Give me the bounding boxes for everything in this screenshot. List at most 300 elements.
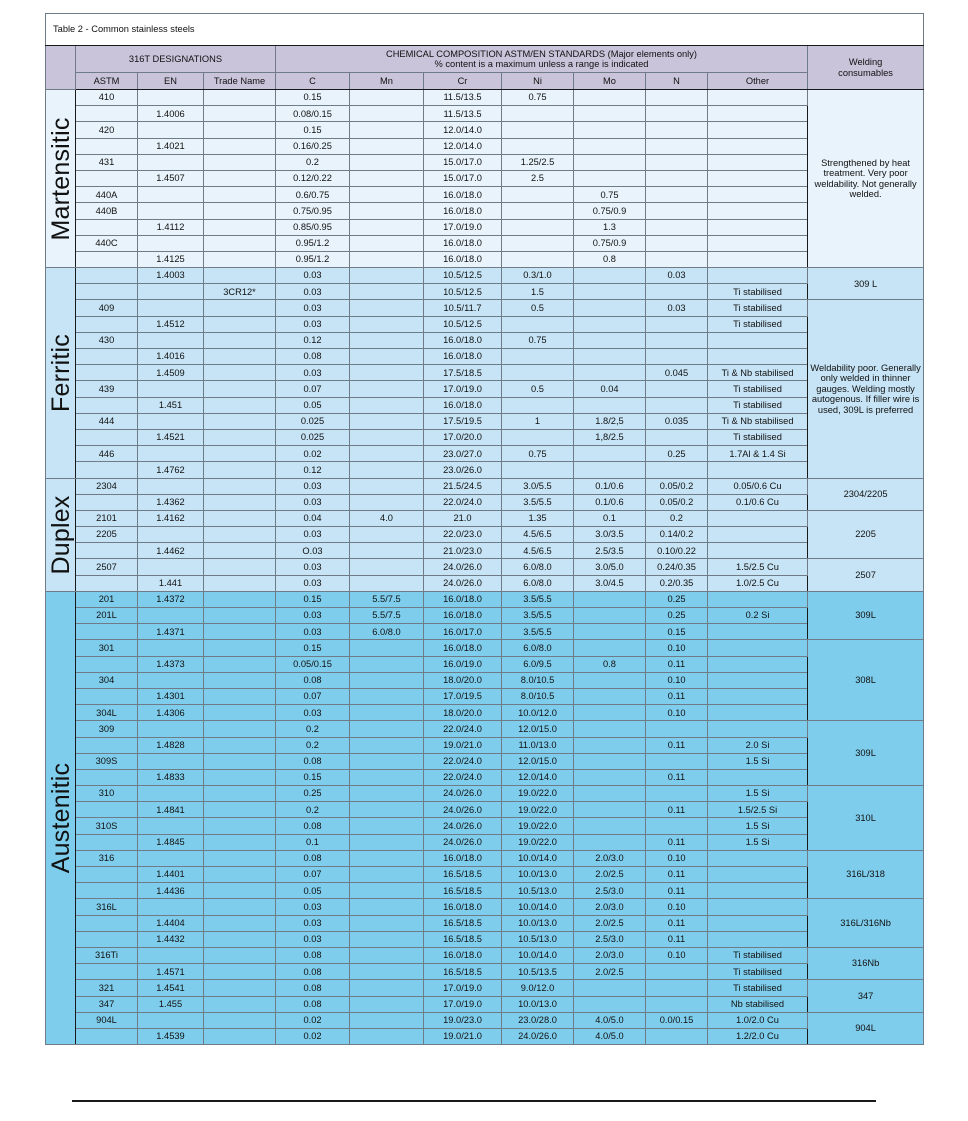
group-label-duplex <box>46 478 76 591</box>
table-row <box>46 170 924 186</box>
cell-en <box>138 786 204 802</box>
cell-n: 0.10/0.22 <box>646 543 708 559</box>
cell-n <box>646 203 708 219</box>
cell-ni <box>502 219 574 235</box>
cell-n: 0.25 <box>646 591 708 607</box>
cell-astm: 439 <box>76 381 138 397</box>
cell-other: 0.05/0.6 Cu <box>708 478 808 494</box>
cell-cr: 19.0/21.0 <box>424 737 502 753</box>
cell-mn <box>350 575 424 591</box>
cell-cr: 22.0/24.0 <box>424 494 502 510</box>
cell-mn <box>350 527 424 543</box>
cell-en <box>138 899 204 915</box>
cell-en: 1.4833 <box>138 769 204 785</box>
cell-astm <box>76 1028 138 1044</box>
header-corner-blank <box>46 46 76 90</box>
cell-en: 1.4571 <box>138 964 204 980</box>
cell-n: 0.11 <box>646 769 708 785</box>
cell-welding-consumable: 316L/316Nb <box>808 899 924 948</box>
cell-other <box>708 624 808 640</box>
cell-c: 0.03 <box>276 365 350 381</box>
cell-en <box>138 640 204 656</box>
cell-trade <box>204 203 276 219</box>
cell-n: 0.25 <box>646 608 708 624</box>
cell-astm <box>76 284 138 300</box>
cell-other <box>708 591 808 607</box>
cell-other: 1.2/2.0 Cu <box>708 1028 808 1044</box>
cell-astm <box>76 219 138 235</box>
cell-cr: 24.0/26.0 <box>424 818 502 834</box>
cell-cr: 10.5/12.5 <box>424 284 502 300</box>
cell-mo <box>574 90 646 106</box>
cell-en <box>138 672 204 688</box>
cell-astm: 316Ti <box>76 947 138 963</box>
cell-astm: 310S <box>76 818 138 834</box>
cell-mo: 2.5/3.0 <box>574 883 646 899</box>
cell-mo: 0.04 <box>574 381 646 397</box>
cell-mo: 4.0/5.0 <box>574 1028 646 1044</box>
cell-cr: 19.0/23.0 <box>424 1012 502 1028</box>
cell-c: O.03 <box>276 543 350 559</box>
cell-other <box>708 527 808 543</box>
cell-trade <box>204 737 276 753</box>
cell-cr: 16.0/18.0 <box>424 251 502 267</box>
table-row <box>46 850 924 866</box>
cell-trade <box>204 818 276 834</box>
cell-en: 1.441 <box>138 575 204 591</box>
cell-ni: 9.0/12.0 <box>502 980 574 996</box>
cell-trade <box>204 721 276 737</box>
cell-other <box>708 672 808 688</box>
cell-n: 0.10 <box>646 672 708 688</box>
cell-mn <box>350 802 424 818</box>
cell-mo: 0.75/0.9 <box>574 235 646 251</box>
cell-en: 1.4125 <box>138 251 204 267</box>
cell-other: Ti stabilised <box>708 300 808 316</box>
cell-astm: 409 <box>76 300 138 316</box>
cell-other: 1.5/2.5 Si <box>708 802 808 818</box>
cell-cr: 16.0/18.0 <box>424 640 502 656</box>
cell-other <box>708 915 808 931</box>
header-col-ni: Ni <box>502 73 574 90</box>
table-row <box>46 867 924 883</box>
cell-trade <box>204 332 276 348</box>
cell-mo: 0.75 <box>574 187 646 203</box>
cell-ni: 12.0/15.0 <box>502 753 574 769</box>
cell-trade <box>204 964 276 980</box>
cell-cr: 11.5/13.5 <box>424 90 502 106</box>
cell-en <box>138 1012 204 1028</box>
cell-cr: 24.0/26.0 <box>424 802 502 818</box>
table-row <box>46 349 924 365</box>
cell-n: 0.11 <box>646 867 708 883</box>
group-label-text: Austenitic <box>46 762 75 874</box>
cell-mo: 2.0/3.0 <box>574 899 646 915</box>
cell-cr: 16.5/18.5 <box>424 964 502 980</box>
cell-en <box>138 818 204 834</box>
cell-other <box>708 656 808 672</box>
cell-cr: 10.5/12.5 <box>424 268 502 284</box>
cell-trade <box>204 575 276 591</box>
cell-welding-consumable: 2205 <box>808 510 924 559</box>
cell-other <box>708 251 808 267</box>
cell-astm <box>76 834 138 850</box>
cell-welding-consumable: 316L/318 <box>808 850 924 899</box>
cell-n <box>646 753 708 769</box>
table-row <box>46 575 924 591</box>
cell-other: 1.5 Si <box>708 818 808 834</box>
cell-mn <box>350 543 424 559</box>
table-row <box>46 478 924 494</box>
cell-mo: 2.0/3.0 <box>574 947 646 963</box>
cell-mn <box>350 251 424 267</box>
cell-cr: 19.0/21.0 <box>424 1028 502 1044</box>
cell-c: 0.07 <box>276 867 350 883</box>
cell-n <box>646 90 708 106</box>
cell-other <box>708 705 808 721</box>
cell-astm <box>76 656 138 672</box>
group-label-text: Duplex <box>46 495 75 575</box>
cell-cr: 23.0/26.0 <box>424 462 502 478</box>
cell-mo <box>574 332 646 348</box>
table-row <box>46 235 924 251</box>
cell-mn <box>350 365 424 381</box>
cell-cr: 24.0/26.0 <box>424 834 502 850</box>
cell-astm <box>76 170 138 186</box>
cell-c: 0.16/0.25 <box>276 138 350 154</box>
cell-welding-consumable: 316Nb <box>808 947 924 979</box>
cell-ni: 10.0/12.0 <box>502 705 574 721</box>
header-welding-consumables <box>808 46 924 90</box>
table-row <box>46 883 924 899</box>
cell-c: 0.03 <box>276 478 350 494</box>
cell-c: 0.12 <box>276 332 350 348</box>
cell-other <box>708 688 808 704</box>
table-title-row <box>46 14 924 46</box>
table-row <box>46 300 924 316</box>
header-col-mn: Mn <box>350 73 424 90</box>
cell-cr: 16.5/18.5 <box>424 883 502 899</box>
cell-n <box>646 187 708 203</box>
cell-astm <box>76 494 138 510</box>
table-row <box>46 219 924 235</box>
table-row <box>46 915 924 931</box>
cell-en: 1.4016 <box>138 349 204 365</box>
cell-mo <box>574 721 646 737</box>
cell-c: 0.08 <box>276 753 350 769</box>
cell-other: Ti stabilised <box>708 980 808 996</box>
cell-astm: 310 <box>76 786 138 802</box>
cell-other <box>708 203 808 219</box>
cell-en: 1.4462 <box>138 543 204 559</box>
cell-mn <box>350 559 424 575</box>
cell-other <box>708 931 808 947</box>
cell-astm: 440C <box>76 235 138 251</box>
cell-astm: 431 <box>76 154 138 170</box>
cell-c: 0.025 <box>276 429 350 445</box>
cell-en: 1.4404 <box>138 915 204 931</box>
cell-trade <box>204 106 276 122</box>
cell-other <box>708 510 808 526</box>
cell-trade <box>204 494 276 510</box>
cell-astm: 316L <box>76 899 138 915</box>
table-row <box>46 980 924 996</box>
cell-c: 0.95/1.2 <box>276 251 350 267</box>
table-row <box>46 122 924 138</box>
cell-n <box>646 1028 708 1044</box>
cell-mo <box>574 705 646 721</box>
cell-ni <box>502 397 574 413</box>
cell-c: 0.02 <box>276 1028 350 1044</box>
cell-ni: 3.5/5.5 <box>502 494 574 510</box>
cell-n: 0.11 <box>646 737 708 753</box>
cell-mo <box>574 834 646 850</box>
cell-mn <box>350 187 424 203</box>
cell-en: 1.4539 <box>138 1028 204 1044</box>
cell-n: 0.24/0.35 <box>646 559 708 575</box>
cell-cr: 21.0 <box>424 510 502 526</box>
table-row <box>46 705 924 721</box>
table-row <box>46 381 924 397</box>
cell-c: 0.025 <box>276 413 350 429</box>
cell-c: 0.03 <box>276 316 350 332</box>
cell-trade <box>204 996 276 1012</box>
cell-cr: 16.0/18.0 <box>424 947 502 963</box>
cell-en <box>138 187 204 203</box>
cell-c: 0.15 <box>276 769 350 785</box>
cell-n: 0.11 <box>646 656 708 672</box>
header-welding-line2: consumables <box>838 67 893 78</box>
cell-ni: 0.75 <box>502 332 574 348</box>
cell-ni <box>502 429 574 445</box>
cell-ni: 3.0/5.5 <box>502 478 574 494</box>
cell-other: Ti stabilised <box>708 316 808 332</box>
cell-trade <box>204 187 276 203</box>
cell-trade <box>204 786 276 802</box>
cell-en <box>138 850 204 866</box>
group-label-ferritic <box>46 268 76 478</box>
cell-ni <box>502 365 574 381</box>
cell-c: 0.2 <box>276 721 350 737</box>
cell-trade <box>204 235 276 251</box>
cell-c: 0.08 <box>276 996 350 1012</box>
cell-trade <box>204 429 276 445</box>
table-row <box>46 721 924 737</box>
cell-cr: 17.0/19.0 <box>424 996 502 1012</box>
cell-mo <box>574 122 646 138</box>
cell-c: 0.03 <box>276 527 350 543</box>
cell-mo: 3.0/3.5 <box>574 527 646 543</box>
cell-welding-consumable: 308L <box>808 640 924 721</box>
cell-en: 1.4841 <box>138 802 204 818</box>
cell-trade <box>204 381 276 397</box>
cell-mn <box>350 786 424 802</box>
cell-astm: 904L <box>76 1012 138 1028</box>
cell-mo: 2.0/2.5 <box>574 964 646 980</box>
cell-cr: 16.5/18.5 <box>424 931 502 947</box>
cell-ni: 6.0/9.5 <box>502 656 574 672</box>
table-row <box>46 154 924 170</box>
cell-n: 0.05/0.2 <box>646 494 708 510</box>
cell-trade <box>204 608 276 624</box>
cell-n <box>646 219 708 235</box>
cell-welding-consumable: 309L <box>808 591 924 640</box>
cell-mn <box>350 1028 424 1044</box>
cell-astm <box>76 931 138 947</box>
table-row <box>46 251 924 267</box>
cell-mn <box>350 90 424 106</box>
cell-en <box>138 122 204 138</box>
cell-trade <box>204 672 276 688</box>
cell-trade <box>204 656 276 672</box>
cell-n <box>646 235 708 251</box>
cell-mo <box>574 818 646 834</box>
cell-welding-consumable: 2507 <box>808 559 924 591</box>
cell-cr: 16.0/18.0 <box>424 608 502 624</box>
cell-en: 1.4112 <box>138 219 204 235</box>
cell-mo: 0.8 <box>574 656 646 672</box>
cell-n: 0.045 <box>646 365 708 381</box>
cell-c: 0.85/0.95 <box>276 219 350 235</box>
cell-ni: 3.5/5.5 <box>502 591 574 607</box>
cell-trade <box>204 850 276 866</box>
cell-other <box>708 349 808 365</box>
table-row <box>46 138 924 154</box>
cell-mn <box>350 154 424 170</box>
cell-mo: 2.0/2.5 <box>574 915 646 931</box>
cell-n <box>646 381 708 397</box>
cell-other <box>708 899 808 915</box>
cell-other <box>708 122 808 138</box>
cell-mo <box>574 640 646 656</box>
cell-astm <box>76 316 138 332</box>
cell-trade: 3CR12* <box>204 284 276 300</box>
cell-mo <box>574 980 646 996</box>
cell-c: 0.03 <box>276 899 350 915</box>
stainless-steel-table <box>45 13 924 1045</box>
cell-trade <box>204 591 276 607</box>
cell-mo <box>574 154 646 170</box>
cell-mn <box>350 478 424 494</box>
header-col-cr: Cr <box>424 73 502 90</box>
group-label-martensitic <box>46 90 76 268</box>
cell-en: 1.4162 <box>138 510 204 526</box>
cell-en: 1.4401 <box>138 867 204 883</box>
cell-mo <box>574 138 646 154</box>
cell-ni: 1 <box>502 413 574 429</box>
cell-ni: 0.75 <box>502 446 574 462</box>
table-row <box>46 187 924 203</box>
cell-astm: 2101 <box>76 510 138 526</box>
header-col-c: C <box>276 73 350 90</box>
table-row <box>46 397 924 413</box>
table-row <box>46 462 924 478</box>
cell-trade <box>204 349 276 365</box>
cell-trade <box>204 947 276 963</box>
cell-en: 1.4372 <box>138 591 204 607</box>
cell-n <box>646 980 708 996</box>
cell-mn <box>350 915 424 931</box>
table-row <box>46 1028 924 1044</box>
table-row <box>46 996 924 1012</box>
cell-mn: 5.5/7.5 <box>350 608 424 624</box>
cell-n: 0.03 <box>646 268 708 284</box>
cell-mo: 2.0/3.0 <box>574 850 646 866</box>
cell-other: Ti stabilised <box>708 964 808 980</box>
cell-ni <box>502 251 574 267</box>
cell-ni: 10.0/13.0 <box>502 915 574 931</box>
cell-other <box>708 219 808 235</box>
cell-c: 0.08 <box>276 349 350 365</box>
cell-en: 1.4828 <box>138 737 204 753</box>
cell-mo <box>574 737 646 753</box>
cell-en: 1.4521 <box>138 429 204 445</box>
cell-en <box>138 559 204 575</box>
cell-ni: 4.5/6.5 <box>502 527 574 543</box>
cell-c: 0.08 <box>276 818 350 834</box>
cell-astm: 347 <box>76 996 138 1012</box>
table-row <box>46 672 924 688</box>
cell-ni: 0.5 <box>502 300 574 316</box>
cell-c: 0.03 <box>276 559 350 575</box>
cell-en <box>138 947 204 963</box>
cell-mn <box>350 235 424 251</box>
cell-ni: 19.0/22.0 <box>502 786 574 802</box>
cell-trade <box>204 559 276 575</box>
cell-ni: 3.5/5.5 <box>502 624 574 640</box>
cell-trade <box>204 251 276 267</box>
cell-mo <box>574 769 646 785</box>
header-col-astm: ASTM <box>76 73 138 90</box>
cell-ni: 1.5 <box>502 284 574 300</box>
table-row <box>46 559 924 575</box>
cell-mo <box>574 397 646 413</box>
cell-astm <box>76 883 138 899</box>
table-row <box>46 429 924 445</box>
cell-ni <box>502 462 574 478</box>
cell-c: 0.12 <box>276 462 350 478</box>
cell-astm <box>76 365 138 381</box>
cell-ni: 8.0/10.5 <box>502 672 574 688</box>
cell-mn <box>350 316 424 332</box>
cell-n: 0.10 <box>646 947 708 963</box>
cell-en: 1.4512 <box>138 316 204 332</box>
cell-astm <box>76 268 138 284</box>
cell-other <box>708 187 808 203</box>
cell-other: Ti & Nb stabilised <box>708 365 808 381</box>
cell-trade <box>204 834 276 850</box>
cell-c: 0.04 <box>276 510 350 526</box>
cell-mn <box>350 106 424 122</box>
cell-cr: 22.0/24.0 <box>424 721 502 737</box>
cell-en <box>138 235 204 251</box>
cell-other: Ti stabilised <box>708 284 808 300</box>
cell-ni: 10.5/13.5 <box>502 964 574 980</box>
cell-c: 0.15 <box>276 640 350 656</box>
cell-ni: 6.0/8.0 <box>502 575 574 591</box>
cell-mn <box>350 737 424 753</box>
cell-other: Nb stabilised <box>708 996 808 1012</box>
cell-trade <box>204 705 276 721</box>
cell-mn <box>350 429 424 445</box>
cell-mo <box>574 591 646 607</box>
cell-mo <box>574 349 646 365</box>
cell-ni: 24.0/26.0 <box>502 1028 574 1044</box>
cell-astm: 316 <box>76 850 138 866</box>
cell-n: 0.11 <box>646 915 708 931</box>
cell-ni: 8.0/10.5 <box>502 688 574 704</box>
cell-mo <box>574 996 646 1012</box>
